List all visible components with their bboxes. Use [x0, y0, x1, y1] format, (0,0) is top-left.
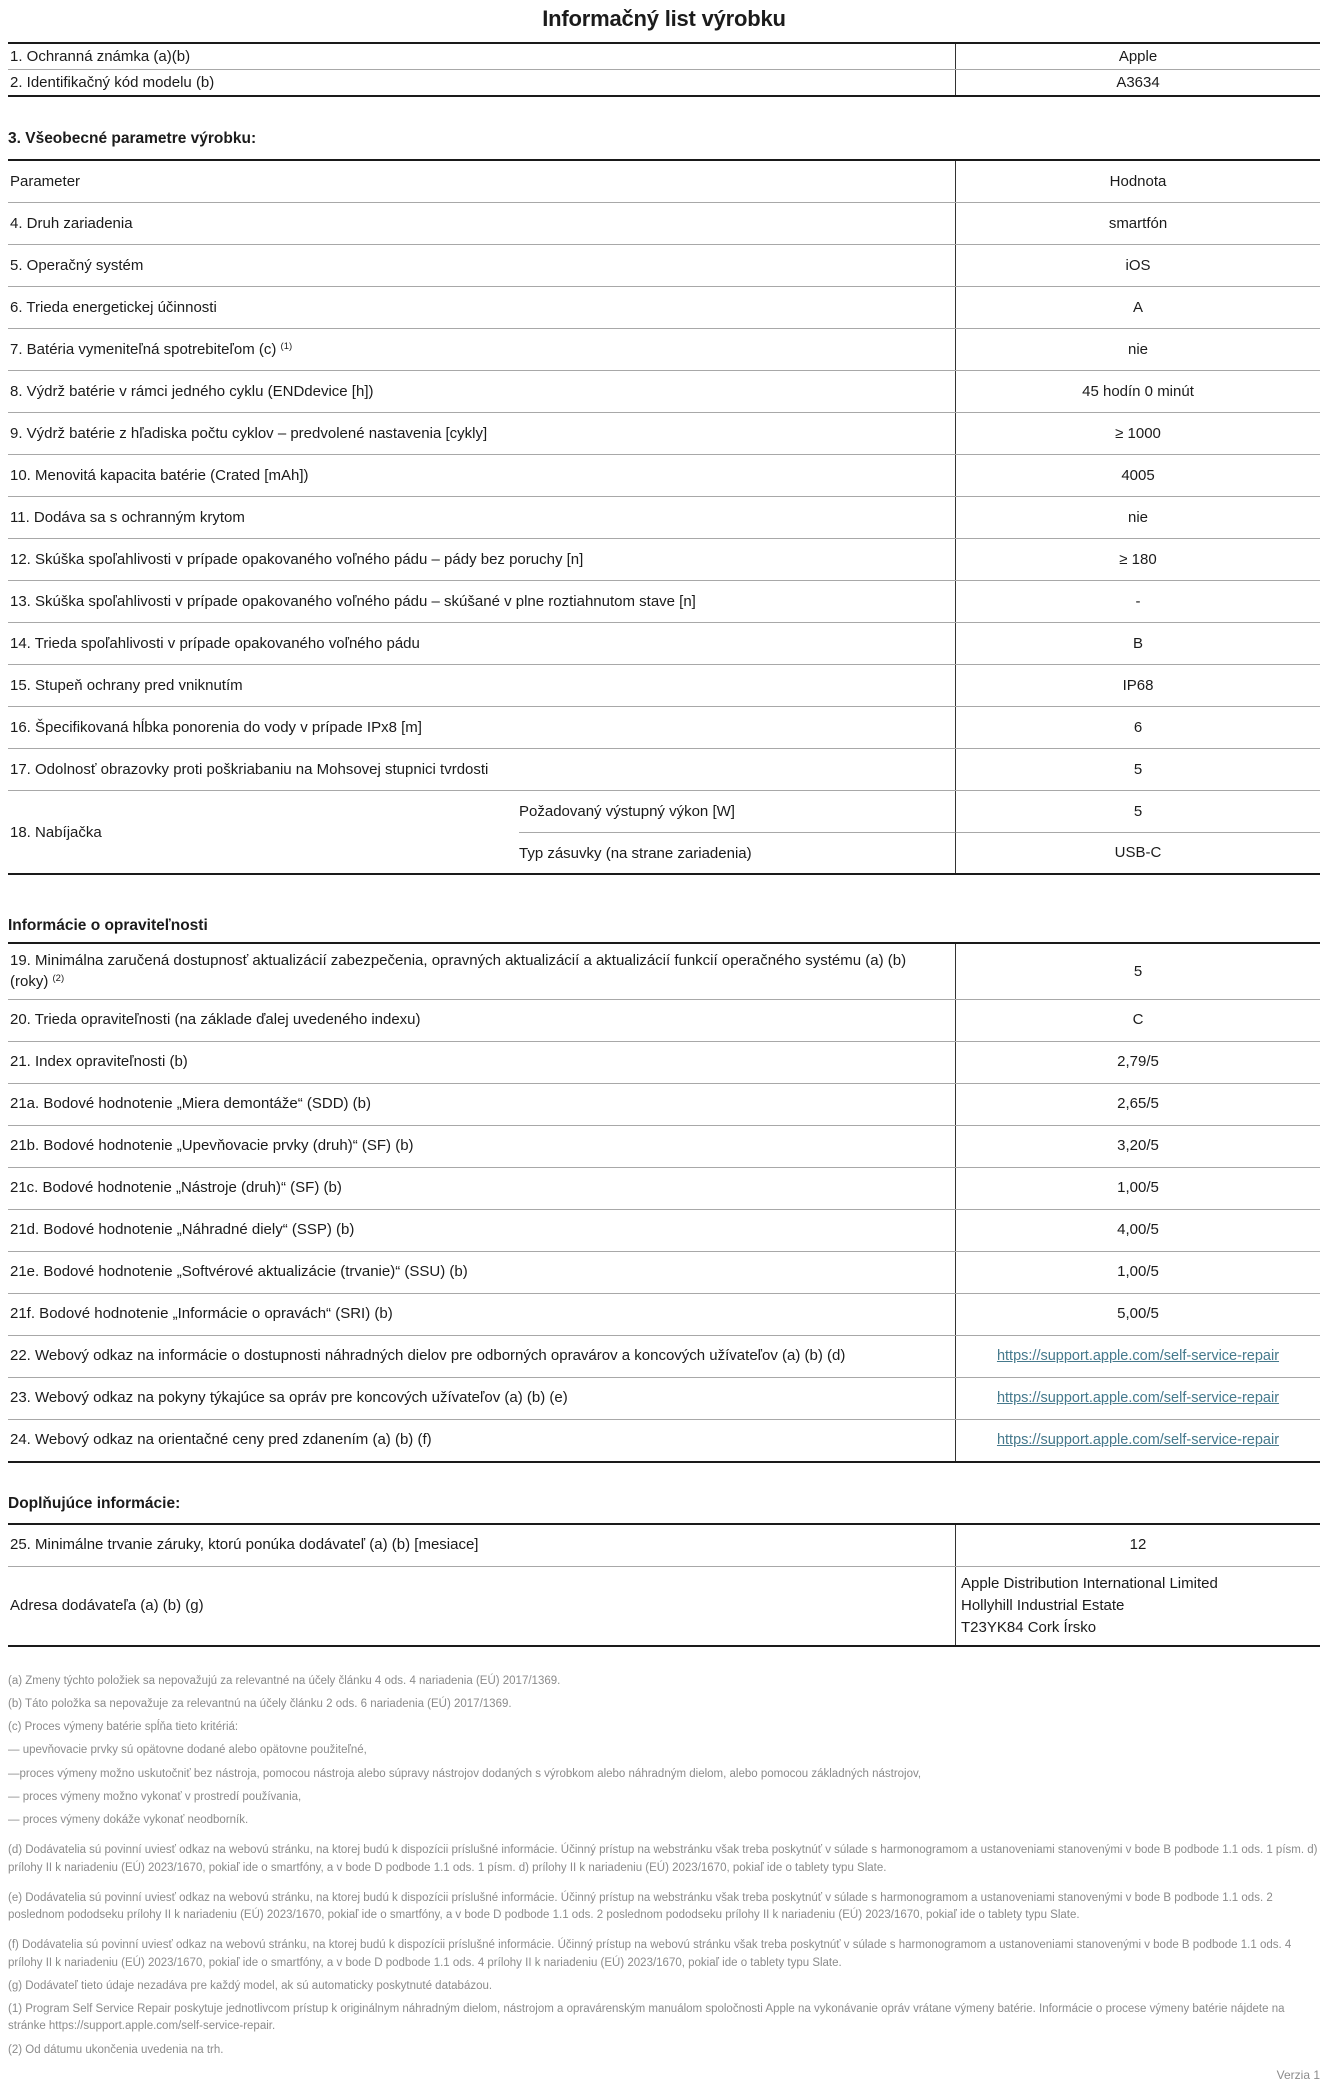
- table-row: [8, 454, 1320, 496]
- version-label: Verzia 1: [1276, 2067, 1320, 2082]
- support-link[interactable]: https://support.apple.com/self-service-repair: [996, 1389, 1280, 1406]
- section-heading-repairability: Informácie o opraviteľnosti: [8, 917, 208, 934]
- row-label: Adresa dodávateľa (a) (b) (g): [10, 1596, 204, 1614]
- row-label: 17. Odolnosť obrazovky proti poškriabaniu na Mohsovej stupnici tvrdosti: [10, 760, 489, 778]
- row-value: B: [955, 623, 1320, 664]
- footnote-text: — proces výmeny možno vykonať v prostredí používania,: [8, 1790, 302, 1803]
- row-value: [955, 1378, 1320, 1419]
- footnote-text: (d) Dodávatelia sú povinní uviesť odkaz na webovú stránku, na ktorej budú k dispozícii príslušné informácie. Účinný prístup na webstránku však treba poskytnúť v súlade s harmonogramom a ustanoveniami stanovenými v bode B podbode 1.1 ods. 1 písm. d) prílohy II k nariadeniu (EÚ) 2023/1670, pokiaľ ide o smartfóny, a v bode D podbode 1.1 ods. 1 písm. d) prílohy II k nariadeniu (EÚ) 2023/1670, pokiaľ ide o tablety typu Slate.: [8, 1844, 1318, 1874]
- table-row: [8, 328, 1320, 370]
- table-row: [8, 664, 1320, 706]
- row-value: iOS: [955, 245, 1320, 286]
- table-row: [8, 538, 1320, 580]
- footnote-text: (g) Dodávateľ tieto údaje nezadáva pre každý model, ak sú automaticky poskytnuté databázou.: [8, 1979, 493, 1992]
- footnote-text: (a) Zmeny týchto položiek sa nepovažujú za relevantné na účely článku 4 ods. 4 nariadenia (EÚ) 2017/1369.: [8, 1674, 561, 1687]
- table-row: [8, 286, 1320, 328]
- table-row: [8, 1083, 1320, 1125]
- charger-sub-label: Typ zásuvky (na strane zariadenia): [519, 832, 955, 873]
- charger-row: [8, 790, 1320, 873]
- additional-information-table: [8, 1523, 1320, 1647]
- footnote-text: (c) Proces výmeny batérie spĺňa tieto kritériá:: [8, 1721, 239, 1734]
- table-row: [8, 999, 1320, 1041]
- row-label: 10. Menovitá kapacita batérie (Crated [mAh]): [10, 466, 309, 484]
- repairability-table: [8, 942, 1320, 1463]
- row-label: 23. Webový odkaz na pokyny týkajúce sa opráv pre koncových užívateľov (a) (b) (e): [10, 1389, 568, 1407]
- row-label: 21e. Bodové hodnotenie „Softvérové aktualizácie (trvanie)“ (SSU) (b): [10, 1263, 468, 1281]
- footnote-text: — proces výmeny dokáže vykonať neodborník.: [8, 1814, 249, 1827]
- row-value: [955, 1567, 1320, 1645]
- page-title: Informačný list výrobku: [542, 6, 786, 31]
- row-label: 21c. Bodové hodnotenie „Nástroje (druh)“ (SF) (b): [10, 1179, 342, 1197]
- row-value: [955, 1336, 1320, 1377]
- row-value: 4005: [955, 455, 1320, 496]
- row-value: ≥ 1000: [955, 413, 1320, 454]
- table-row: [8, 944, 1320, 999]
- address-line: T23YK84 Cork Írsko: [961, 1618, 1097, 1636]
- row-label: 21d. Bodové hodnotenie „Náhradné diely“ (SSP) (b): [10, 1221, 355, 1239]
- row-label: 4. Druh zariadenia: [10, 214, 133, 232]
- row-label: 16. Špecifikovaná hĺbka ponorenia do vody v prípade IPx8 [m]: [10, 718, 422, 736]
- row-value: 5: [955, 749, 1320, 790]
- row-value: 6: [955, 707, 1320, 748]
- table-row: [8, 1251, 1320, 1293]
- section-heading-general: 3. Všeobecné parametre výrobku:: [8, 130, 257, 147]
- footnote-text: (b) Táto položka sa nepovažuje za relevantnú na účely článku 2 ods. 6 nariadenia (EÚ) 2017/1369.: [8, 1697, 512, 1710]
- table-row: [8, 1566, 1320, 1645]
- table-row: [8, 370, 1320, 412]
- table-row: [8, 1335, 1320, 1377]
- row-label: 14. Trieda spoľahlivosti v prípade opakovaného voľného pádu: [10, 634, 420, 652]
- row-label: 6. Trieda energetickej účinnosti: [10, 298, 217, 316]
- row-value: 5,00/5: [955, 1294, 1320, 1335]
- row-value: 3,20/5: [955, 1126, 1320, 1167]
- section-heading-additional: Doplňujúce informácie:: [8, 1494, 181, 1512]
- table-row: [8, 1419, 1320, 1461]
- row-label: 21a. Bodové hodnotenie „Miera demontáže“ (SDD) (b): [10, 1095, 372, 1113]
- row-label: 13. Skúška spoľahlivosti v prípade opakovaného voľného pádu – skúšané v plne roztiahnutom stave [n]: [10, 592, 696, 610]
- footnote-superscript: (1): [280, 340, 293, 352]
- footnote-text: (2) Od dátumu ukončenia uvedenia na trh.: [8, 2043, 224, 2056]
- table-row: [8, 412, 1320, 454]
- footnote-text: (1) Program Self Service Repair poskytuje jednotlivcom prístup k originálnym náhradným dielom, nástrojom a opravárenským manuálom spoločnosti Apple na vykonávanie opráv vrátane výmeny batérie. Informácie o procese výmeny batérie nájdete na stránke https://support.apple.com/self-service-repair.: [8, 2003, 1285, 2033]
- row-value: IP68: [955, 665, 1320, 706]
- row-label: 5. Operačný systém: [10, 256, 144, 274]
- footnotes: [8, 1673, 1320, 2059]
- row-label: 24. Webový odkaz na orientačné ceny pred zdanením (a) (b) (f): [10, 1431, 432, 1449]
- row-label: 9. Výdrž batérie z hľadiska počtu cyklov – predvolené nastavenia [cykly]: [10, 424, 488, 442]
- charger-sub-value: 5: [955, 791, 1320, 832]
- table-row: [8, 1377, 1320, 1419]
- row-value: ≥ 180: [955, 539, 1320, 580]
- row-label: 18. Nabíjačka: [10, 823, 102, 841]
- table-row: [8, 1041, 1320, 1083]
- row-value: 45 hodín 0 minút: [955, 371, 1320, 412]
- support-link[interactable]: https://support.apple.com/self-service-repair: [996, 1347, 1280, 1364]
- row-label: 25. Minimálne trvanie záruky, ktorú ponúka dodávateľ (a) (b) [mesiace]: [10, 1536, 479, 1554]
- table-row: [8, 1167, 1320, 1209]
- footnote-text: (f) Dodávatelia sú povinní uviesť odkaz na webovú stránku, na ktorej budú k dispozícii príslušné informácie. Účinný prístup na webovú stránku však treba poskytnúť v súlade s harmonogramom a ustanoveniami stanovenými v bode B podbode 1.1 ods. 4 prílohy II k nariadeniu (EÚ) 2023/1670, pokiaľ ide o smartfóny, a v bode D podbode 1.1 ods. 4 prílohy II k nariadeniu (EÚ) 2023/1670, pokiaľ ide o tablety typu Slate.: [8, 1939, 1292, 1969]
- row-value: Hodnota: [955, 161, 1320, 202]
- row-label: 12. Skúška spoľahlivosti v prípade opakovaného voľného pádu – pády bez poruchy [n]: [10, 550, 584, 568]
- row-label: 11. Dodáva sa s ochranným krytom: [10, 508, 245, 526]
- row-label: 21b. Bodové hodnotenie „Upevňovacie prvky (druh)“ (SF) (b): [10, 1137, 414, 1155]
- row-label: 15. Stupeň ochrany pred vniknutím: [10, 676, 243, 694]
- footnote-text: (e) Dodávatelia sú povinní uviesť odkaz na webovú stránku, na ktorej budú k dispozícii príslušné informácie. Účinný prístup na webstránku však treba poskytnúť v súlade s harmonogramom a ustanoveniami stanovenými v bode B podbode 1.1 ods. 2 poslednom pododseku prílohy II k nariadeniu (EÚ) 2023/1670, pokiaľ ide o smartfóny, a v bode D podbode 1.1 ods. 2 poslednom pododseku prílohy II k nariadeniu (EÚ) 2023/1670, pokiaľ ide o tablety typu Slate.: [8, 1891, 1273, 1922]
- row-value: nie: [955, 497, 1320, 538]
- row-label: 20. Trieda opraviteľnosti (na základe ďalej uvedeného indexu): [10, 1011, 421, 1029]
- row-label: 8. Výdrž batérie v rámci jedného cyklu (ENDdevice [h]): [10, 382, 374, 400]
- table-row: [8, 1125, 1320, 1167]
- footnote-text: — upevňovacie prvky sú opätovne dodané alebo opätovne použiteľné,: [8, 1744, 367, 1757]
- support-link[interactable]: https://support.apple.com/self-service-repair: [996, 1431, 1280, 1448]
- row-value: A: [955, 287, 1320, 328]
- row-value: Apple: [955, 44, 1320, 69]
- row-label: 21. Index opraviteľnosti (b): [10, 1053, 188, 1071]
- charger-sub-value: USB-C: [955, 832, 1320, 873]
- row-value: smartfón: [955, 203, 1320, 244]
- table-row: [8, 748, 1320, 790]
- table-row: [8, 1209, 1320, 1251]
- row-value: 1,00/5: [955, 1168, 1320, 1209]
- footnote-text: —proces výmeny možno uskutočniť bez nástroja, pomocou nástroja alebo súpravy nástrojov dodaných s výrobkom alebo náhradným dielom, alebo pomocou základných nástrojov,: [8, 1767, 922, 1780]
- table-row: [8, 706, 1320, 748]
- row-value: 4,00/5: [955, 1210, 1320, 1251]
- table-row: [8, 44, 1320, 69]
- table-row: [8, 202, 1320, 244]
- row-label: 1. Ochranná známka (a)(b): [10, 47, 191, 65]
- table-row: [8, 622, 1320, 664]
- table-row: [8, 1293, 1320, 1335]
- row-label: 21f. Bodové hodnotenie „Informácie o opravách“ (SRI) (b): [10, 1305, 393, 1323]
- row-label: 7. Batéria vymeniteľná spotrebiteľom (c) $^{(1)}$: [10, 340, 293, 358]
- table-row: [8, 69, 1320, 95]
- table-row: [8, 1525, 1320, 1566]
- row-value: 1,00/5: [955, 1252, 1320, 1293]
- general-parameters-table: [8, 159, 1320, 875]
- row-value: [955, 1420, 1320, 1461]
- table-row: [8, 580, 1320, 622]
- row-value: A3634: [955, 70, 1320, 95]
- address-line: Apple Distribution International Limited: [961, 1574, 1218, 1592]
- row-value: -: [955, 581, 1320, 622]
- table-row: [8, 244, 1320, 286]
- identification-table: [8, 42, 1320, 97]
- row-value: 2,65/5: [955, 1084, 1320, 1125]
- row-label: Parameter: [10, 172, 81, 190]
- row-value: C: [955, 1000, 1320, 1041]
- row-value: nie: [955, 329, 1320, 370]
- address-line: Hollyhill Industrial Estate: [961, 1596, 1125, 1614]
- table-header-row: [8, 161, 1320, 202]
- table-row: [8, 496, 1320, 538]
- charger-sub-label: Požadovaný výstupný výkon [W]: [519, 803, 735, 820]
- row-value: 5: [955, 944, 1320, 999]
- row-value: 2,79/5: [955, 1042, 1320, 1083]
- footnote-superscript: (2): [52, 973, 65, 985]
- row-label: 2. Identifikačný kód modelu (b): [10, 73, 215, 91]
- row-label: 22. Webový odkaz na informácie o dostupnosti náhradných dielov pre odborných opravárov a koncových užívateľov (a) (b) (d): [10, 1347, 846, 1365]
- row-value: 12: [955, 1525, 1320, 1566]
- row-label: 19. Minimálna zaručená dostupnosť aktualizácií zabezpečenia, opravných aktualizácií a aktualizácií funkcií operačného systému (a) (b) (roky) $^{(2)}$: [10, 952, 907, 991]
